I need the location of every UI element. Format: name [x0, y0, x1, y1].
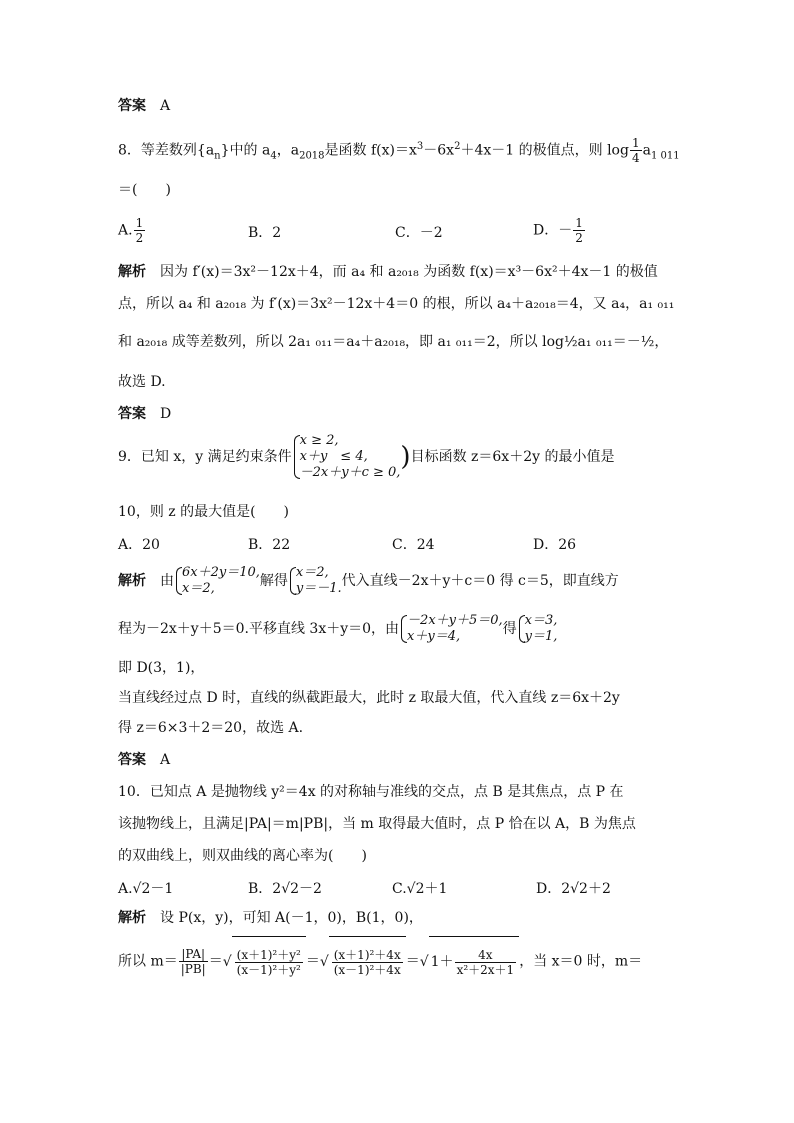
- q10-option-d: D．2√2＋2: [536, 881, 611, 897]
- solution-text: 代入直线－2x＋y＋c＝0 得 c＝5，即直线方: [341, 573, 619, 589]
- solution-label: 解析: [118, 910, 146, 926]
- equation-system: 6x＋2y＝10, x＝2,: [174, 565, 260, 597]
- answer-label: 答案: [118, 98, 146, 114]
- q9-option-a: A．20: [118, 537, 160, 553]
- q8-stem-text: ＋4x－1 的极值点，则 log: [460, 142, 629, 159]
- answer-value: D: [160, 406, 172, 422]
- q9-solution-line-3: 即 D(3，1)，: [118, 660, 205, 676]
- solution-text: 程为－2x＋y＋5＝0.平移直线 3x＋y＝0，由: [118, 621, 400, 637]
- q9-solution-line-4: 当直线经过点 D 时，直线的纵截距最大，此时 z 取最大值，代入直线 z＝6x＋2y: [118, 690, 620, 706]
- q8-option-a: A. $\frac{1}{2}$: [118, 216, 144, 245]
- q8-stem-text: －6x: [423, 142, 455, 159]
- q8-sub: 1 011: [650, 150, 680, 162]
- q9-option-d: D．26: [533, 537, 577, 553]
- q9-solution-line-2: [118, 610, 557, 648]
- log-base-fraction: $\frac{1}{4}$: [631, 136, 640, 165]
- q8-sub: 2018: [299, 150, 325, 162]
- q8-stem-text: }中的 a: [220, 142, 271, 159]
- q8-solution-line-4: 故选 D.: [118, 374, 166, 390]
- q8-sub: n: [214, 150, 221, 162]
- solution-text: 解得: [259, 573, 288, 589]
- equation-system: x＝3, y＝1,: [517, 613, 558, 645]
- solution-text: 得: [502, 621, 517, 637]
- constraint-system: x ≥ 2, x＋y ≤ 4, －2x＋y＋c ≥ 0,: [292, 433, 401, 481]
- ratio-fraction: $\frac{|PA|}{|PB|}$: [180, 947, 206, 976]
- q8-stem-text: a: [642, 142, 651, 159]
- solution-text: 所以 m＝: [118, 953, 178, 970]
- sqrt-expression: √ 1＋ $\frac{4x}{\text{x²＋2x＋1}}$: [420, 936, 519, 987]
- q9-option-c: C．24: [392, 537, 435, 553]
- solution-label: 解析: [118, 573, 146, 589]
- answer-value: A: [160, 98, 171, 114]
- q8-option-c: C．－2: [395, 225, 443, 241]
- q10-stem-3: 的双曲线上，则双曲线的离心率为( ): [118, 848, 367, 864]
- sqrt-expression: √ $\frac{\text{(x＋1)²＋4x}}{\text{(x－1)²＋4x}}$: [320, 936, 406, 987]
- q8-sub: 4: [270, 150, 277, 162]
- q8-stem-close: ＝( ): [118, 182, 171, 198]
- sqrt-expression: √ $\frac{\text{(x＋1)²＋y²}}{\text{(x－1)²＋y²}}$: [223, 936, 306, 987]
- solution-text: 因为 f′(x)＝3x²－12x＋4，而 a₄ 和 a₂₀₁₈ 为函数 f(x)＝x³－6x²＋4x－1 的极值: [160, 264, 658, 280]
- q8-option-d: D．－ $\frac{1}{2}$: [533, 216, 583, 245]
- q9-solution-line-5: 得 z＝6×3＋2＝20，故选 A.: [118, 720, 304, 736]
- q10-option-b: B．2√2－2: [248, 881, 322, 897]
- q9-answer-line: [118, 750, 170, 770]
- q10-solution-line-2: 所以 m＝ $\frac{|PA|}{|PB|}$ ＝√ $\frac{\text{(x＋1)²＋y²}}{\text{(x－1)²＋y²}}$ ＝√ $\frac{\text{(x＋1)²＋4x}}{\text{(x－1)²＋4x}}$ ＝√ 1＋ $\frac{4x}{\text{x²＋2x＋1}}$ ，当 x＝0 时，m＝: [118, 936, 642, 987]
- q10-stem-1: 10．已知点 A 是抛物线 y²＝4x 的对称轴与准线的交点，点 B 是其焦点，点 P 在: [118, 784, 624, 800]
- solution-text: 当 x＝0 时，m＝: [533, 953, 643, 970]
- q8-solution-line-3: 和 a₂₀₁₈ 成等差数列，所以 2a₁ ₀₁₁＝a₄＋a₂₀₁₈，即 a₁ ₀₁₁＝2，所以 log½a₁ ₀₁₁＝－½，: [118, 334, 669, 350]
- q10-stem-2: 该抛物线上，且满足|PA|＝m|PB|，当 m 取得最大值时，点 P 恰在以 A，B 为焦点: [118, 816, 636, 832]
- q8-stem-text: 8．等差数列{a: [118, 142, 215, 159]
- answer-label: 答案: [118, 406, 146, 422]
- q7-answer-line: [118, 96, 170, 116]
- q10-option-a: A.√2－1: [118, 881, 174, 897]
- answer-value: A: [160, 752, 171, 768]
- q9-solution-line-1: [118, 562, 619, 600]
- q9-option-b: B．22: [248, 537, 291, 553]
- q9-stem-2: 10，则 z 的最大值是( ): [118, 504, 290, 520]
- equation-system: x＝2, y＝－1.: [288, 565, 342, 597]
- q8-solution-line-2: 点，所以 a₄ 和 a₂₀₁₈ 为 f′(x)＝3x²－12x＋4＝0 的根，所以 a₄＋a₂₀₁₈＝4，又 a₄，a₁ ₀₁₁: [118, 296, 675, 312]
- q10-solution-line-1: [118, 908, 423, 928]
- q8-sup: 2: [454, 140, 461, 152]
- solution-label: 解析: [118, 264, 146, 280]
- q9-stem: [118, 432, 614, 482]
- q8-stem-text: 是函数 f(x)＝x: [324, 142, 417, 159]
- constraint-close: ): [400, 442, 411, 472]
- q8-answer-line: [118, 404, 171, 424]
- q8-solution-line-1: [118, 262, 658, 282]
- solution-text: 设 P(x，y)，可知 A(－1，0)，B(1，0)，: [160, 910, 423, 926]
- q8-option-b: B．2: [248, 225, 282, 241]
- q9-stem-text: 目标函数 z＝6x＋2y 的最小值是: [410, 449, 615, 465]
- solution-text: 由: [160, 573, 174, 589]
- q10-option-c: C.√2＋1: [392, 881, 448, 897]
- q8-stem: [118, 136, 680, 166]
- q8-stem-text: ，a: [276, 142, 300, 159]
- q9-stem-text: 9．已知 x，y 满足约束条件: [118, 449, 292, 465]
- answer-label: 答案: [118, 752, 146, 768]
- q8-sup: 3: [416, 140, 424, 152]
- equation-system: －2x＋y＋5＝0, x＋y＝4,: [399, 613, 503, 645]
